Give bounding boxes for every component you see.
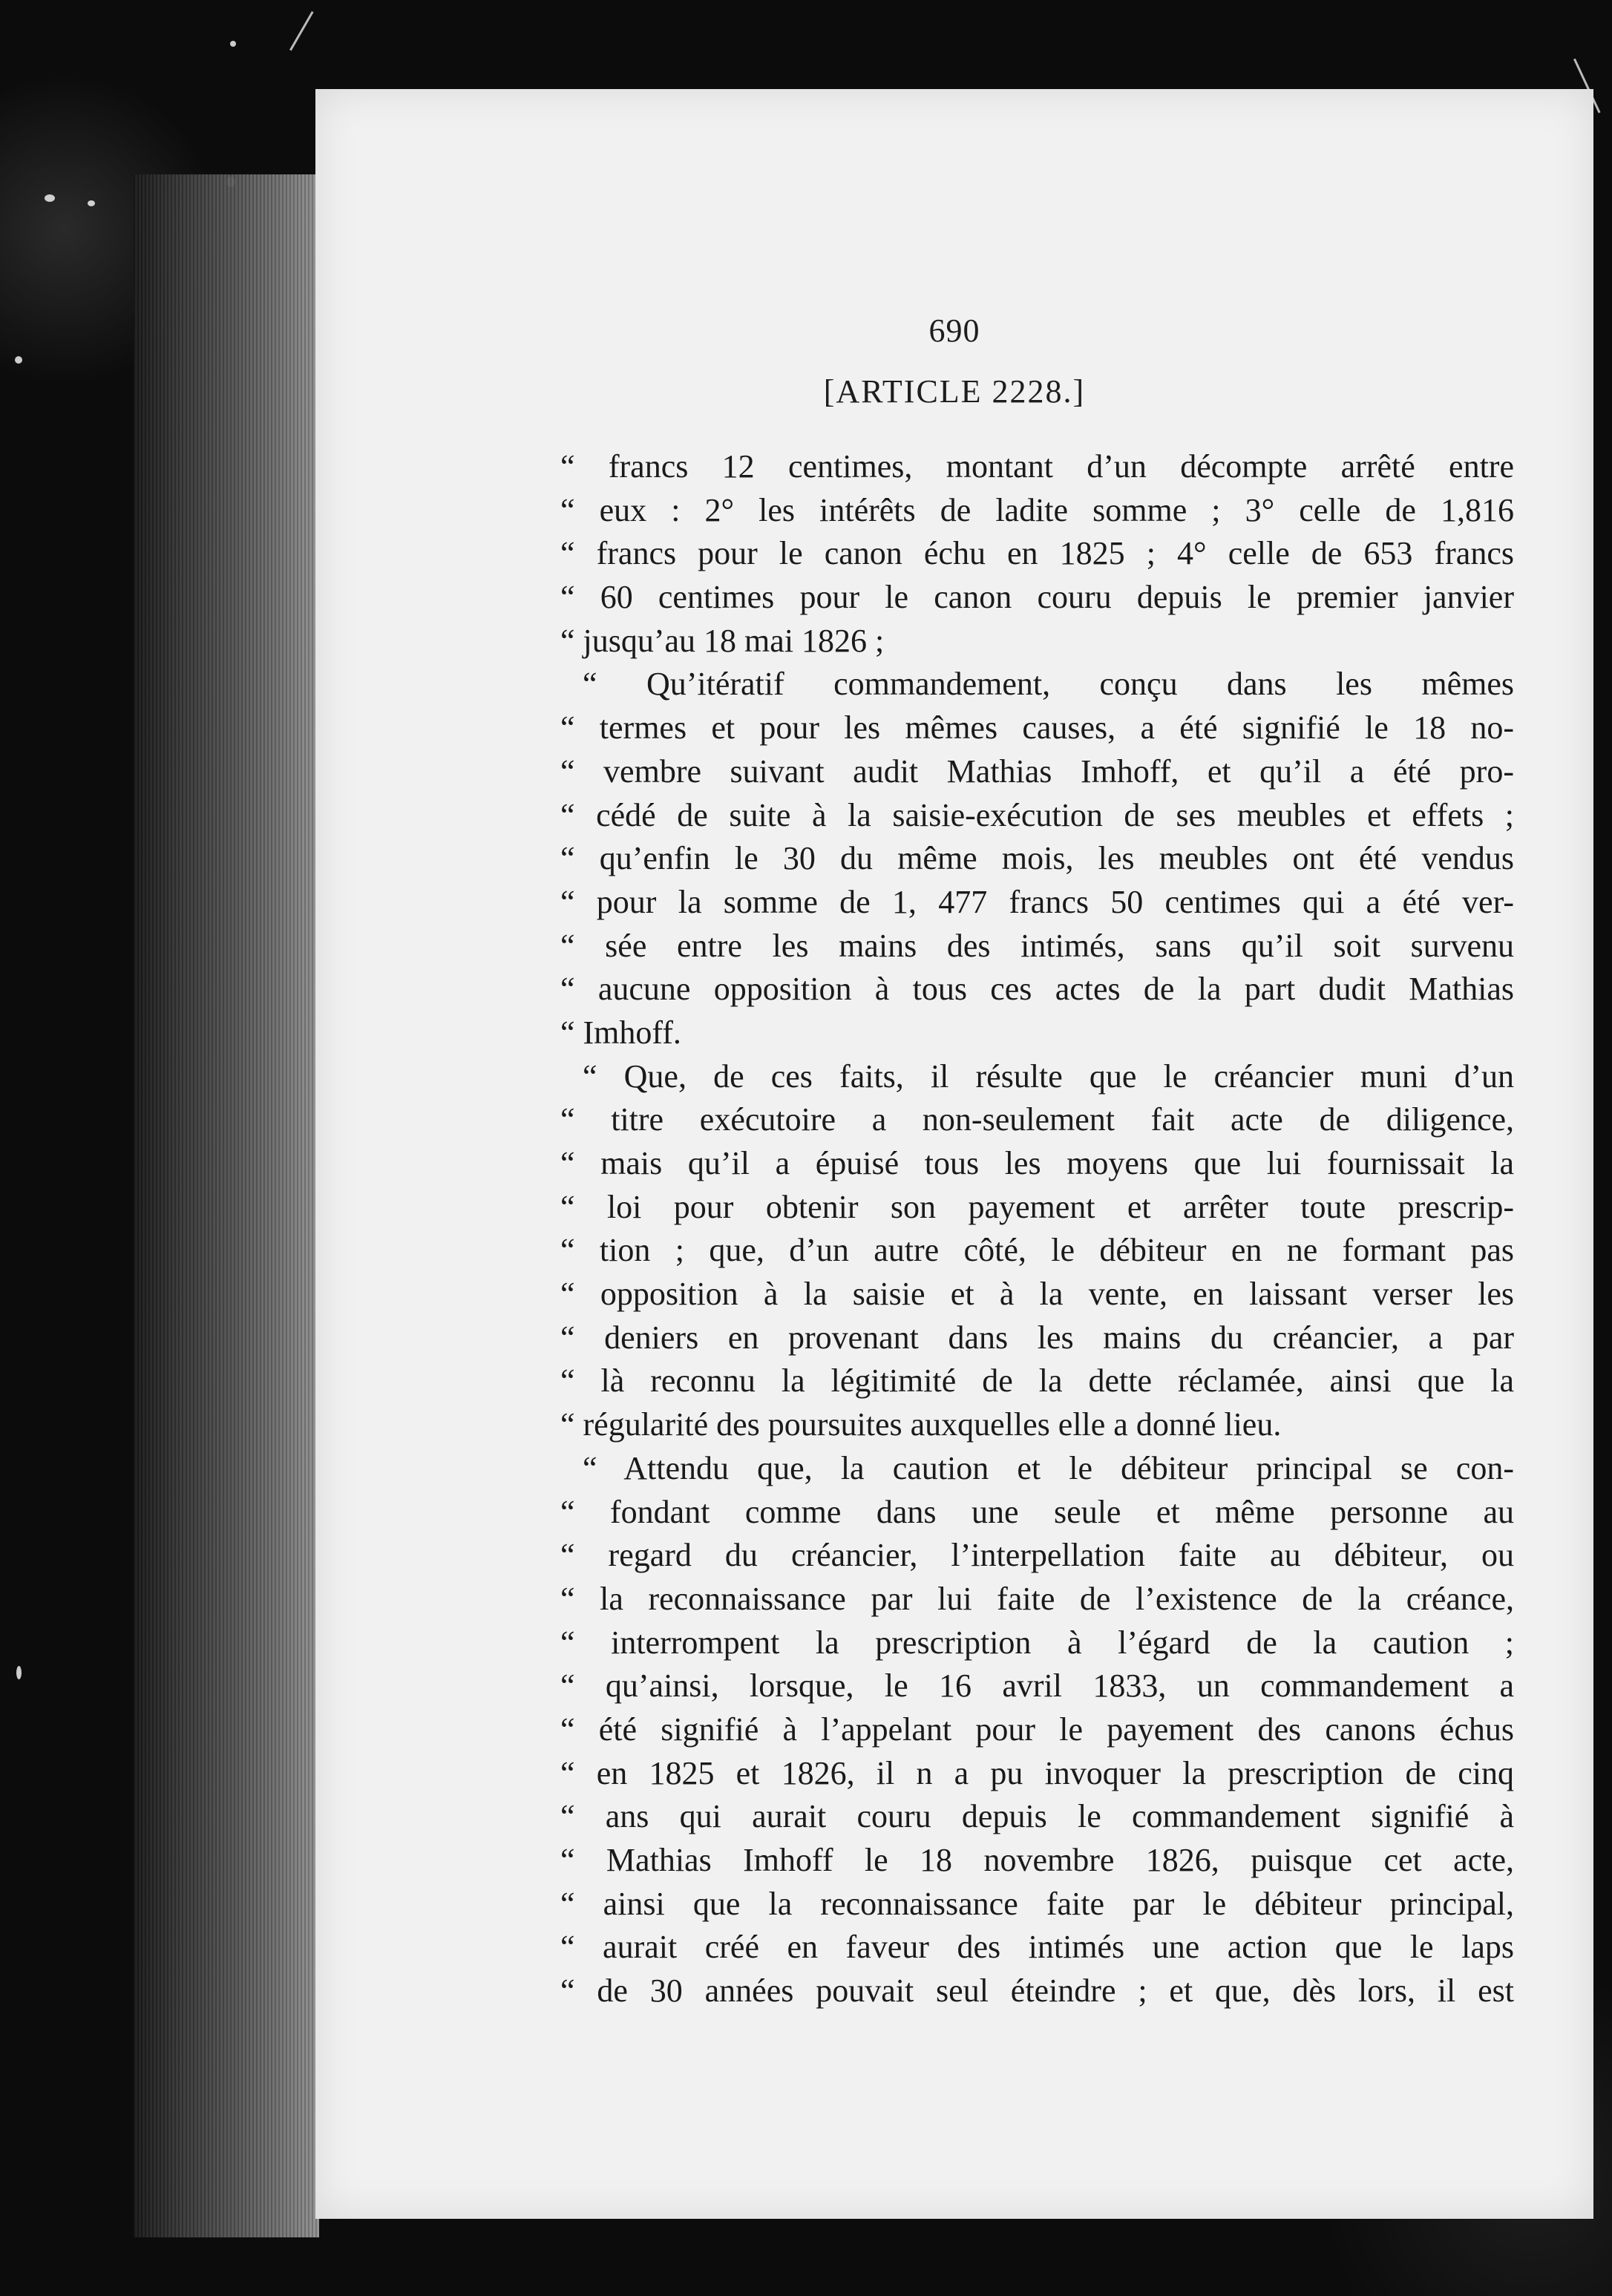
text-line: “ titre exécutoire a non-seulement fait acte de diligence, — [560, 1101, 1514, 1138]
text-line: “ fondant comme dans une seule et même personne au — [560, 1493, 1514, 1530]
text-line: “ deniers en provenant dans les mains du créancier, a par — [560, 1319, 1514, 1356]
page-number: 690 — [928, 312, 980, 349]
text-line: “ mais qu’il a épuisé tous les moyens que lui fournissait la — [560, 1145, 1514, 1181]
text-line: “ francs 12 centimes, montant d’un décompte arrêté entre — [560, 448, 1514, 485]
dust-speck — [230, 41, 236, 47]
text-line: “ été signifié à l’appelant pour le payement des canons échus — [560, 1710, 1514, 1748]
text-line: “ qu’enfin le 30 du même mois, les meubles ont été vendus — [560, 840, 1514, 877]
text-line: “ termes et pour les mêmes causes, a été signifié le 18 no- — [560, 709, 1514, 747]
text-line: “ 60 centimes pour le canon couru depuis le premier janvier — [560, 579, 1514, 616]
text-line: “ eux : 2° les intérêts de ladite somme ; 3° celle de 1,816 — [560, 491, 1514, 528]
dust-speck — [15, 356, 22, 364]
text-line: “ tion ; que, d’un autre côté, le débiteur en ne formant pas — [560, 1232, 1514, 1269]
text-line: “ Mathias Imhoff le 18 novembre 1826, puisque cet acte, — [560, 1842, 1514, 1878]
text-line: “ Attendu que, la caution et le débiteur principal se con- — [583, 1449, 1514, 1486]
dust-speck — [16, 1666, 22, 1679]
article-heading: [ARTICLE 2228.] — [823, 373, 1086, 410]
text-line: “ ans qui aurait couru depuis le commandement signifié à — [560, 1798, 1514, 1835]
text-line: “ qu’ainsi, lorsque, le 16 avril 1833, un commandement a — [560, 1667, 1514, 1705]
dust-speck — [88, 200, 95, 206]
text-line: “ francs pour le canon échu en 1825 ; 4° celle de 653 francs — [560, 535, 1514, 572]
text-line: “ interrompent la prescription à l’égard de la caution ; — [560, 1624, 1514, 1661]
text-line: “ Que, de ces faits, il résulte que le créancier muni d’un — [583, 1057, 1514, 1095]
text-line: “ cédé de suite à la saisie-exécution de ses meubles et effets ; — [560, 796, 1514, 833]
text-line: “ là reconnu la légitimité de la dette réclamée, ainsi que la — [560, 1362, 1514, 1400]
text-line: “ aurait créé en faveur des intimés une action que le laps — [560, 1929, 1514, 1966]
text-line: “ en 1825 et 1826, il n a pu invoquer la prescription de cinq — [560, 1754, 1514, 1791]
text-line: “ pour la somme de 1, 477 francs 50 centimes qui a été ver- — [560, 883, 1514, 920]
text-line: “ de 30 années pouvait seul éteindre ; et que, dès lors, il est — [560, 1972, 1514, 2010]
body-text — [560, 445, 1514, 2013]
text-line: “ aucune opposition à tous ces actes de la part dudit Mathias — [560, 971, 1514, 1008]
text-line: “ vembre suivant audit Mathias Imhoff, et qu’il a été pro- — [560, 752, 1514, 790]
text-line: “ la reconnaissance par lui faite de l’existence de la créance, — [560, 1580, 1514, 1617]
text-line: “ regard du créancier, l’interpellation faite au débiteur, ou — [560, 1537, 1514, 1574]
text-line: “ régularité des poursuites auxquelles elle a donné lieu. — [560, 1406, 1282, 1443]
text-line: “ ainsi que la reconnaissance faite par le débiteur principal, — [560, 1885, 1514, 1922]
text-line: “ sée entre les mains des intimés, sans qu’il soit survenu — [560, 927, 1514, 964]
text-line: “ Imhoff. — [560, 1014, 681, 1051]
scan-scratch — [289, 11, 314, 50]
text-line: “ jusqu’au 18 mai 1826 ; — [560, 622, 885, 659]
text-line: “ loi pour obtenir son payement et arrêter toute prescrip- — [560, 1188, 1514, 1225]
book-page — [315, 89, 1593, 2219]
dust-speck — [45, 194, 55, 202]
text-line: “ opposition à la saisie et à la vente, en laissant verser les — [560, 1276, 1514, 1313]
book-page-edge — [134, 174, 319, 2237]
text-line: “ Qu’itératif commandement, conçu dans les mêmes — [583, 666, 1514, 703]
